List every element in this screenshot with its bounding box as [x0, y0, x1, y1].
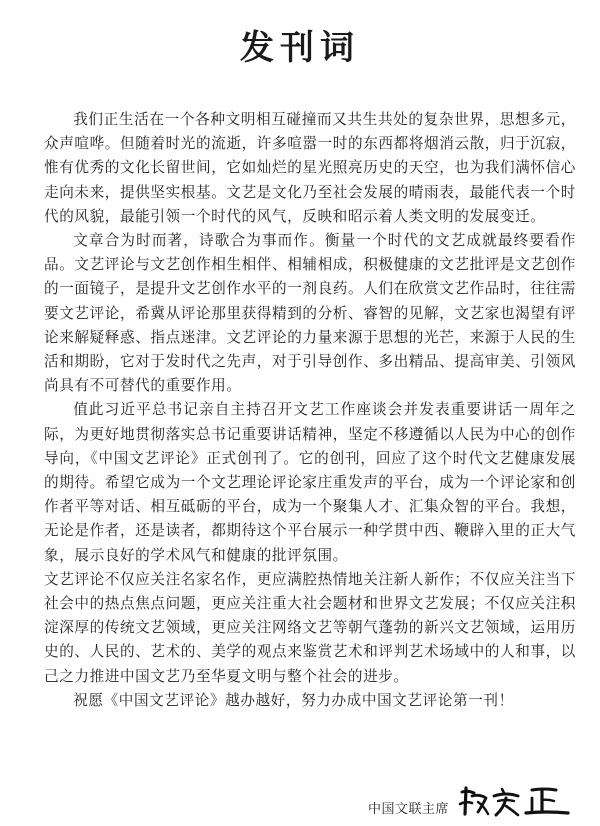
paragraph: 祝愿《中国文艺评论》越办越好，努力办成中国文艺评论第一刊！ [73, 691, 514, 709]
page-title: 发刊词 [240, 28, 360, 68]
signature-block [0, 784, 600, 820]
signature-organization: 中国文联主席 [368, 802, 450, 817]
paragraph: 值此习近平总书记亲自主持召开文艺工作座谈会并发表重要讲话一周年之际，为更好地贯彻落实总书记重要讲话精神，坚定不移遵循以人民为中心的创作导向，《中国文艺评论》正式创刊了。它的创刊，回应了这个时代文艺健康发展的期待。希望它成为一个文艺理论评论家庄重发声的平台，成为一个评论家和创作者平等对话、相互砥砺的平台，成为一个聚集人才、汇集众智的平台。我想，无论是作者，还是读者，都期待这个平台展示一种学贯中西、鞭辟入里的正大气象，展示良好的学术风气和健康的批评氛围。 [44, 401, 576, 564]
handwritten-signature [456, 784, 576, 818]
paragraph: 文艺评论不仅应关注名家名作，更应满腔热情地关注新人新作；不仅应关注当下社会中的热点焦点问题，更应关注重大社会题材和世界文艺发展；不仅应关注积淀深厚的传统文艺领域，更应关注网络文艺等朝气蓬勃的新兴文艺领域，运用历史的、人民的、艺术的、美学的观点来鉴赏艺术和评判艺术场域中的人和事，以己之力推进中国文艺乃至华夏文明与整个社会的进步。 [44, 570, 576, 685]
paragraph: 文章合为时而著，诗歌合为事而作。衡量一个时代的文艺成就最终要看作品。文艺评论与文艺创作相生相伴、相辅相成，积极健康的文艺批评是文艺创作的一面镜子，是提升文艺创作水平的一剂良药。人们在欣赏文艺作品时，往往需要文艺评论，希冀从评论那里获得精到的分析、睿智的见解，文艺家也渴望有评论来解疑释惑、指点迷津。文艺评论的力量来源于思想的光芒，来源于人民的生活和期盼，它对于发时代之先声，对于引导创作、多出精品、提高审美、引领风尚具有不可替代的重要作用。 [44, 232, 576, 395]
article-body [44, 108, 576, 713]
paragraph: 我们正生活在一个各种文明相互碰撞而又共生共处的复杂世界，思想多元，众声喧哗。但随着时光的流逝，许多喧嚣一时的东西都将烟消云散，归于沉寂，惟有优秀的文化长留世间，它如灿烂的星光照亮历史的天空，也为我们满怀信心走向未来，提供坚实根基。文艺是文化乃至社会发展的晴雨表，最能代表一个时代的风貌，最能引领一个时代的风气，反映和昭示着人类文明的发展变迁。 [44, 111, 576, 225]
